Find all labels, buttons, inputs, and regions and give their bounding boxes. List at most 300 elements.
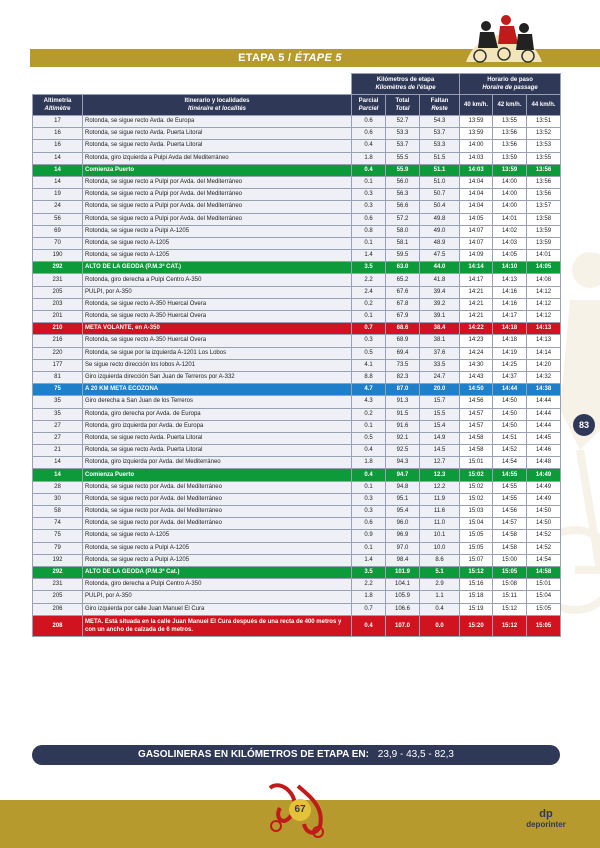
row-time-40: 14:58 (460, 445, 493, 457)
row-time-40: 14:04 (460, 201, 493, 213)
row-time-42: 14:56 (493, 506, 527, 518)
row-altimetria: 27 (33, 432, 83, 444)
row-time-42: 13:59 (493, 152, 527, 164)
row-time-42: 13:59 (493, 164, 527, 176)
itinerary-rows (33, 116, 561, 637)
row-itinerario: Giro izquierda por calle Juan Manuel El Cura (83, 603, 352, 615)
row-altimetria: 208 (33, 615, 83, 636)
row-time-42: 14:19 (493, 347, 527, 359)
col-total: Total Total (386, 95, 420, 116)
row-parcial: 0.9 (352, 530, 386, 542)
row-time-40: 14:58 (460, 432, 493, 444)
row-time-40: 13:59 (460, 116, 493, 128)
row-itinerario: Rotonda, giro izquierda a Pulpi Avda del Mediterráneo (83, 152, 352, 164)
row-parcial: 0.3 (352, 189, 386, 201)
row-parcial: 0.2 (352, 408, 386, 420)
row-time-42: 13:56 (493, 140, 527, 152)
row-time-42: 14:50 (493, 420, 527, 432)
row-altimetria: 14 (33, 469, 83, 481)
row-total: 87.0 (386, 384, 420, 396)
row-time-44: 14:14 (527, 347, 561, 359)
row-total: 82.3 (386, 371, 420, 383)
table-row (33, 323, 561, 335)
row-faltan: 48.9 (420, 237, 460, 249)
row-altimetria: 17 (33, 116, 83, 128)
header-group-row (33, 74, 561, 95)
row-time-44: 14:44 (527, 396, 561, 408)
row-time-44: 13:58 (527, 213, 561, 225)
row-time-40: 13:59 (460, 128, 493, 140)
row-time-42: 14:13 (493, 274, 527, 286)
row-itinerario: Rotonda, se sigue recto A-1205 (83, 250, 352, 262)
stage-title-es: ETAPA 5 / (238, 52, 292, 64)
row-parcial: 0.1 (352, 237, 386, 249)
row-faltan: 12.7 (420, 457, 460, 469)
row-time-42: 14:25 (493, 359, 527, 371)
row-altimetria: 69 (33, 225, 83, 237)
row-parcial: 2.2 (352, 274, 386, 286)
row-time-44: 14:13 (527, 323, 561, 335)
row-parcial: 0.1 (352, 176, 386, 188)
table-row (33, 554, 561, 566)
fuel-stations-bar (32, 745, 560, 765)
row-time-40: 14:03 (460, 152, 493, 164)
sponsor-logo (516, 808, 576, 840)
row-total: 67.9 (386, 311, 420, 323)
row-time-40: 14:04 (460, 176, 493, 188)
row-time-44: 13:59 (527, 225, 561, 237)
col-faltan: Faltan Reste (420, 95, 460, 116)
row-altimetria: 210 (33, 323, 83, 335)
row-time-44: 14:46 (527, 445, 561, 457)
row-total: 59.5 (386, 250, 420, 262)
row-time-44: 14:12 (527, 286, 561, 298)
row-time-40: 14:04 (460, 189, 493, 201)
row-altimetria: 16 (33, 128, 83, 140)
row-time-44: 14:32 (527, 371, 561, 383)
row-altimetria: 292 (33, 566, 83, 578)
row-time-40: 15:02 (460, 481, 493, 493)
row-faltan: 1.1 (420, 591, 460, 603)
row-faltan: 24.7 (420, 371, 460, 383)
row-time-44: 14:20 (527, 359, 561, 371)
row-itinerario: Comienza Puerto (83, 469, 352, 481)
row-itinerario: Rotonda, se sigue recto A-350 Huercal Overa (83, 335, 352, 347)
row-faltan: 15.7 (420, 396, 460, 408)
row-time-42: 14:05 (493, 250, 527, 262)
row-time-40: 14:24 (460, 347, 493, 359)
row-faltan: 41.8 (420, 274, 460, 286)
row-parcial: 1.4 (352, 554, 386, 566)
row-altimetria: 58 (33, 506, 83, 518)
row-time-42: 14:55 (493, 469, 527, 481)
row-faltan: 38.1 (420, 335, 460, 347)
row-time-40: 14:23 (460, 335, 493, 347)
row-time-40: 14:05 (460, 213, 493, 225)
table-row (33, 518, 561, 530)
row-altimetria: 24 (33, 201, 83, 213)
row-time-44: 14:12 (527, 311, 561, 323)
row-altimetria: 206 (33, 603, 83, 615)
row-total: 67.8 (386, 298, 420, 310)
row-itinerario: Rotonda, se sigue recto Avda. Puerta Litoral (83, 140, 352, 152)
row-itinerario: Rotonda, se sigue recto a Pulpi por Avda. del Mediterráneo (83, 201, 352, 213)
row-itinerario: Rotonda, giro derecha por Avda. de Europa (83, 408, 352, 420)
row-itinerario: Rotonda, se sigue recto a Pulpi por Avda. del Mediterráneo (83, 176, 352, 188)
table-row (33, 591, 561, 603)
row-altimetria: 216 (33, 335, 83, 347)
row-itinerario: Rotonda, giro izquierda por Avda. de Europa (83, 420, 352, 432)
table-row (33, 493, 561, 505)
row-altimetria: 56 (33, 213, 83, 225)
header-column-row (33, 95, 561, 116)
row-itinerario: Rotonda, giro derecha a Pulpi Centro A-350 (83, 274, 352, 286)
row-time-40: 15:12 (460, 566, 493, 578)
table-row (33, 311, 561, 323)
row-time-44: 13:51 (527, 116, 561, 128)
row-parcial: 1.4 (352, 250, 386, 262)
row-time-42: 13:56 (493, 128, 527, 140)
row-time-44: 14:08 (527, 274, 561, 286)
table-row (33, 457, 561, 469)
row-total: 96.9 (386, 530, 420, 542)
row-time-44: 14:38 (527, 384, 561, 396)
row-altimetria: 79 (33, 542, 83, 554)
row-time-40: 14:21 (460, 298, 493, 310)
row-faltan: 5.1 (420, 566, 460, 578)
row-itinerario: Rotonda, se sigue recto Avda. Puerta Litoral (83, 128, 352, 140)
row-faltan: 39.1 (420, 311, 460, 323)
table-row (33, 359, 561, 371)
row-time-44: 14:49 (527, 481, 561, 493)
row-time-40: 14:07 (460, 225, 493, 237)
row-faltan: 44.0 (420, 262, 460, 274)
row-time-44: 14:05 (527, 262, 561, 274)
row-time-42: 14:10 (493, 262, 527, 274)
row-total: 56.3 (386, 189, 420, 201)
row-time-42: 14:50 (493, 396, 527, 408)
row-parcial: 0.8 (352, 225, 386, 237)
row-itinerario: Rotonda, se sigue recto A-350 Huercal Overa (83, 311, 352, 323)
row-altimetria: 14 (33, 164, 83, 176)
row-itinerario: Rotonda, se sigue recto A-1205 (83, 237, 352, 249)
row-faltan: 51.0 (420, 176, 460, 188)
table-row (33, 603, 561, 615)
row-parcial: 0.6 (352, 116, 386, 128)
row-total: 94.8 (386, 481, 420, 493)
table-row (33, 432, 561, 444)
row-itinerario: Giro izquierda dirección San Juan de Terreros por A-332 (83, 371, 352, 383)
row-altimetria: 74 (33, 518, 83, 530)
row-parcial: 0.1 (352, 542, 386, 554)
row-altimetria: 81 (33, 371, 83, 383)
row-time-44: 15:04 (527, 591, 561, 603)
row-faltan: 51.5 (420, 152, 460, 164)
row-time-44: 15:05 (527, 603, 561, 615)
row-time-42: 14:17 (493, 311, 527, 323)
row-faltan: 51.1 (420, 164, 460, 176)
row-faltan: 38.4 (420, 323, 460, 335)
row-total: 97.0 (386, 542, 420, 554)
row-time-40: 14:22 (460, 323, 493, 335)
row-time-42: 14:37 (493, 371, 527, 383)
row-time-44: 13:53 (527, 140, 561, 152)
table-row (33, 298, 561, 310)
row-time-40: 15:04 (460, 518, 493, 530)
row-time-44: 14:52 (527, 542, 561, 554)
row-time-42: 14:55 (493, 493, 527, 505)
table-row (33, 384, 561, 396)
row-time-42: 13:55 (493, 116, 527, 128)
row-parcial: 2.2 (352, 579, 386, 591)
table-row (33, 506, 561, 518)
row-time-42: 14:18 (493, 335, 527, 347)
row-faltan: 8.6 (420, 554, 460, 566)
row-altimetria: 177 (33, 359, 83, 371)
col-42kmh: 42 km/h. (493, 95, 527, 116)
table-row (33, 140, 561, 152)
row-itinerario: Rotonda, se sigue recto a Pulpi por Avda. del Mediterráneo (83, 189, 352, 201)
row-time-44: 14:44 (527, 420, 561, 432)
row-time-42: 14:03 (493, 237, 527, 249)
table-row (33, 481, 561, 493)
row-total: 53.7 (386, 140, 420, 152)
row-altimetria: 27 (33, 420, 83, 432)
row-faltan: 49.8 (420, 213, 460, 225)
row-time-44: 13:56 (527, 176, 561, 188)
row-total: 91.5 (386, 408, 420, 420)
row-time-42: 14:58 (493, 530, 527, 542)
row-parcial: 0.4 (352, 469, 386, 481)
row-time-44: 14:01 (527, 250, 561, 262)
table-row (33, 176, 561, 188)
table-row (33, 152, 561, 164)
row-itinerario: Rotonda, se sigue recto a Pulpi A-1205 (83, 225, 352, 237)
row-time-40: 14:17 (460, 274, 493, 286)
table-row (33, 274, 561, 286)
row-itinerario: Rotonda, se sigue recto a Pulpi A-1205 (83, 542, 352, 554)
row-faltan: 50.7 (420, 189, 460, 201)
row-time-42: 15:00 (493, 554, 527, 566)
row-itinerario: PULPI, por A-350 (83, 286, 352, 298)
row-time-42: 15:08 (493, 579, 527, 591)
row-total: 58.0 (386, 225, 420, 237)
table-row (33, 262, 561, 274)
row-time-44: 15:01 (527, 579, 561, 591)
table-row (33, 189, 561, 201)
row-parcial: 0.2 (352, 298, 386, 310)
row-altimetria: 203 (33, 298, 83, 310)
row-time-44: 14:52 (527, 530, 561, 542)
row-time-42: 15:11 (493, 591, 527, 603)
table-row (33, 371, 561, 383)
row-time-44: 14:50 (527, 506, 561, 518)
row-time-42: 15:05 (493, 566, 527, 578)
row-time-40: 14:21 (460, 311, 493, 323)
table-row (33, 530, 561, 542)
row-parcial: 0.5 (352, 432, 386, 444)
row-total: 65.2 (386, 274, 420, 286)
row-faltan: 0.0 (420, 615, 460, 636)
table-row (33, 566, 561, 578)
row-faltan: 33.5 (420, 359, 460, 371)
row-total: 94.7 (386, 469, 420, 481)
sponsor-name: deporinter (526, 820, 566, 829)
row-altimetria: 201 (33, 311, 83, 323)
row-parcial: 0.4 (352, 615, 386, 636)
row-faltan: 10.1 (420, 530, 460, 542)
row-parcial: 0.4 (352, 164, 386, 176)
row-altimetria: 16 (33, 140, 83, 152)
row-altimetria: 14 (33, 457, 83, 469)
row-faltan: 47.5 (420, 250, 460, 262)
row-itinerario: Giro derecha a San Juan de los Terreros (83, 396, 352, 408)
row-time-44: 13:56 (527, 164, 561, 176)
row-parcial: 0.6 (352, 213, 386, 225)
col-itinerario: Itinerario y localidades Itinéraire et localités (83, 95, 352, 116)
row-itinerario: PULPI, por A-350 (83, 591, 352, 603)
table-row (33, 542, 561, 554)
time-group-header: Horario de paso Horaire de passage (460, 74, 561, 95)
row-parcial: 3.5 (352, 262, 386, 274)
row-parcial: 0.4 (352, 140, 386, 152)
row-faltan: 49.0 (420, 225, 460, 237)
row-altimetria: 35 (33, 408, 83, 420)
table-row (33, 396, 561, 408)
row-parcial: 3.5 (352, 566, 386, 578)
page-number: 67 (289, 799, 311, 821)
row-total: 57.2 (386, 213, 420, 225)
row-time-40: 14:14 (460, 262, 493, 274)
row-total: 63.0 (386, 262, 420, 274)
row-time-44: 14:58 (527, 566, 561, 578)
row-itinerario: Rotonda, se sigue recto a Pulpi por Avda. del Mediterráneo (83, 213, 352, 225)
row-altimetria: 192 (33, 554, 83, 566)
row-faltan: 37.6 (420, 347, 460, 359)
row-time-40: 15:16 (460, 579, 493, 591)
row-time-40: 15:02 (460, 493, 493, 505)
row-parcial: 1.8 (352, 591, 386, 603)
row-total: 69.4 (386, 347, 420, 359)
row-time-42: 14:54 (493, 457, 527, 469)
row-time-44: 14:44 (527, 408, 561, 420)
row-parcial: 4.3 (352, 396, 386, 408)
row-time-40: 15:19 (460, 603, 493, 615)
row-total: 92.5 (386, 445, 420, 457)
row-faltan: 15.4 (420, 420, 460, 432)
row-time-40: 15:03 (460, 506, 493, 518)
table-row (33, 335, 561, 347)
row-time-42: 14:50 (493, 408, 527, 420)
row-altimetria: 292 (33, 262, 83, 274)
row-altimetria: 14 (33, 152, 83, 164)
table-row (33, 347, 561, 359)
row-total: 95.4 (386, 506, 420, 518)
row-parcial: 4.1 (352, 359, 386, 371)
row-time-44: 14:49 (527, 469, 561, 481)
row-time-42: 15:12 (493, 615, 527, 636)
row-parcial: 0.7 (352, 323, 386, 335)
row-itinerario: Rotonda, giro derecha a Pulpi Centro A-350 (83, 579, 352, 591)
row-total: 105.9 (386, 591, 420, 603)
row-time-44: 13:57 (527, 201, 561, 213)
row-parcial: 0.6 (352, 518, 386, 530)
row-parcial: 0.3 (352, 201, 386, 213)
row-faltan: 11.9 (420, 493, 460, 505)
row-faltan: 2.9 (420, 579, 460, 591)
row-altimetria: 35 (33, 396, 83, 408)
row-time-42: 14:00 (493, 201, 527, 213)
table-row (33, 225, 561, 237)
row-itinerario: Comienza Puerto (83, 164, 352, 176)
col-44kmh: 44 km/h. (527, 95, 561, 116)
row-itinerario: Rotonda, se sigue recto por Avda. del Mediterráneo (83, 506, 352, 518)
row-total: 53.3 (386, 128, 420, 140)
table-row (33, 201, 561, 213)
row-total: 91.6 (386, 420, 420, 432)
row-time-40: 14:00 (460, 140, 493, 152)
row-time-40: 14:03 (460, 164, 493, 176)
row-itinerario: Se sigue recto dirección los lobos A-1201 (83, 359, 352, 371)
row-altimetria: 231 (33, 579, 83, 591)
stage-itinerary-table (32, 73, 561, 637)
row-time-42: 14:58 (493, 542, 527, 554)
row-time-40: 14:57 (460, 408, 493, 420)
section-page-tab: 83 (573, 414, 595, 436)
row-time-40: 14:09 (460, 250, 493, 262)
stage-title-fr: ÉTAPE 5 (294, 52, 342, 64)
table-row (33, 445, 561, 457)
row-total: 73.5 (386, 359, 420, 371)
table-row (33, 164, 561, 176)
row-time-40: 15:05 (460, 542, 493, 554)
row-time-40: 14:43 (460, 371, 493, 383)
table-row (33, 128, 561, 140)
row-parcial: 0.1 (352, 311, 386, 323)
row-itinerario: META VOLANTE, en A-350 (83, 323, 352, 335)
km-group-header: Kilómetros de etapa Kilomètres de l'étape (352, 74, 460, 95)
row-total: 104.1 (386, 579, 420, 591)
row-parcial: 0.7 (352, 603, 386, 615)
row-faltan: 11.0 (420, 518, 460, 530)
row-time-40: 15:18 (460, 591, 493, 603)
row-time-44: 14:50 (527, 518, 561, 530)
row-parcial: 0.3 (352, 493, 386, 505)
row-parcial: 0.3 (352, 335, 386, 347)
row-faltan: 10.0 (420, 542, 460, 554)
row-faltan: 12.3 (420, 469, 460, 481)
row-time-40: 14:30 (460, 359, 493, 371)
row-itinerario: Rotonda, se sigue recto por Avda. del Mediterráneo (83, 493, 352, 505)
row-itinerario: ALTO DE LA GEODA (P.M.3ª CAT.) (83, 262, 352, 274)
row-itinerario: Rotonda, se sigue recto A-350 Huercal Overa (83, 298, 352, 310)
row-time-40: 14:56 (460, 396, 493, 408)
row-total: 96.0 (386, 518, 420, 530)
row-time-44: 14:13 (527, 335, 561, 347)
row-time-42: 14:00 (493, 176, 527, 188)
row-total: 92.1 (386, 432, 420, 444)
title-strip (550, 49, 600, 67)
row-time-44: 13:55 (527, 152, 561, 164)
row-total: 95.1 (386, 493, 420, 505)
row-altimetria: 75 (33, 530, 83, 542)
table-row (33, 615, 561, 636)
row-total: 67.6 (386, 286, 420, 298)
row-faltan: 39.2 (420, 298, 460, 310)
row-time-40: 15:07 (460, 554, 493, 566)
row-time-42: 14:16 (493, 286, 527, 298)
row-total: 55.9 (386, 164, 420, 176)
